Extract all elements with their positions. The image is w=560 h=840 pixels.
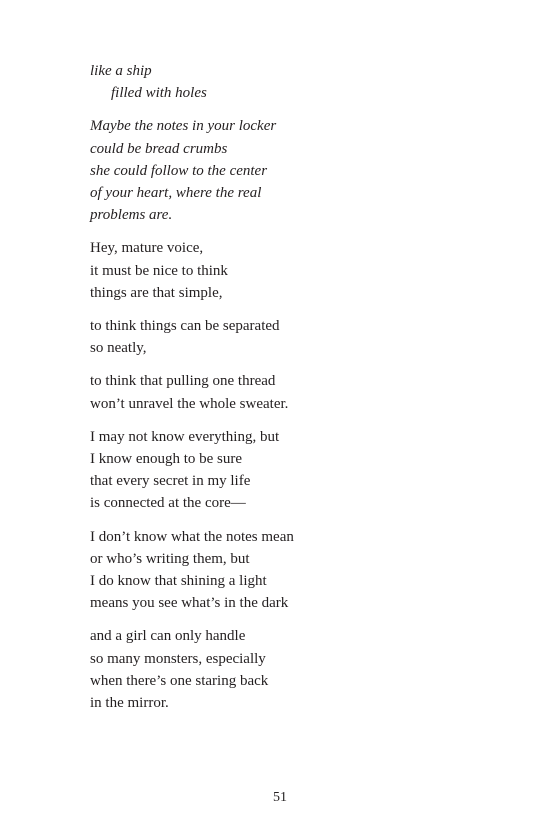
poem-line: that every secret in my life bbox=[90, 473, 251, 490]
poem-line: things are that simple, bbox=[90, 284, 223, 301]
poem-line: it must be nice to think bbox=[90, 262, 228, 279]
poem-line: problems are. bbox=[90, 207, 173, 224]
poem-line: filled with holes bbox=[111, 85, 207, 102]
poem-line: or who’s writing them, but bbox=[90, 550, 250, 567]
poem-line: won’t unravel the whole sweater. bbox=[90, 395, 289, 412]
poem-line: of your heart, where the real bbox=[90, 185, 262, 202]
stanza bbox=[90, 426, 510, 515]
poem-line: is connected at the core— bbox=[90, 495, 246, 512]
page-number: 51 bbox=[273, 790, 287, 805]
poem-line: could be bread crumbs bbox=[90, 140, 228, 157]
poem-line: so many monsters, especially bbox=[90, 650, 266, 667]
stanza bbox=[90, 315, 510, 359]
stanza bbox=[90, 237, 510, 304]
stanza bbox=[90, 115, 510, 226]
poem-line: I know enough to be sure bbox=[90, 451, 243, 468]
poem-body bbox=[90, 60, 510, 725]
poem-line: I may not know everything, but bbox=[90, 428, 280, 445]
poem-line: I do know that shining a light bbox=[90, 573, 267, 590]
poem-line: to think that pulling one thread bbox=[90, 373, 276, 390]
poem-line: so neatly, bbox=[90, 340, 147, 357]
poem-line: to think things can be separated bbox=[90, 318, 280, 335]
poem-line: Maybe the notes in your locker bbox=[90, 118, 277, 135]
poem-line: and a girl can only handle bbox=[90, 628, 246, 645]
poem-line: when there’s one staring back bbox=[90, 672, 269, 689]
poem-line: means you see what’s in the dark bbox=[90, 595, 289, 612]
poem-line: in the mirror. bbox=[90, 695, 169, 712]
stanza bbox=[90, 526, 510, 615]
poem-line: like a ship bbox=[90, 63, 152, 79]
poem-line: she could follow to the center bbox=[90, 162, 268, 179]
poem-line: Hey, mature voice, bbox=[90, 240, 204, 257]
stanza bbox=[90, 60, 510, 104]
stanza bbox=[90, 625, 510, 714]
stanza bbox=[90, 370, 510, 414]
poem-line: I don’t know what the notes mean bbox=[90, 528, 294, 545]
